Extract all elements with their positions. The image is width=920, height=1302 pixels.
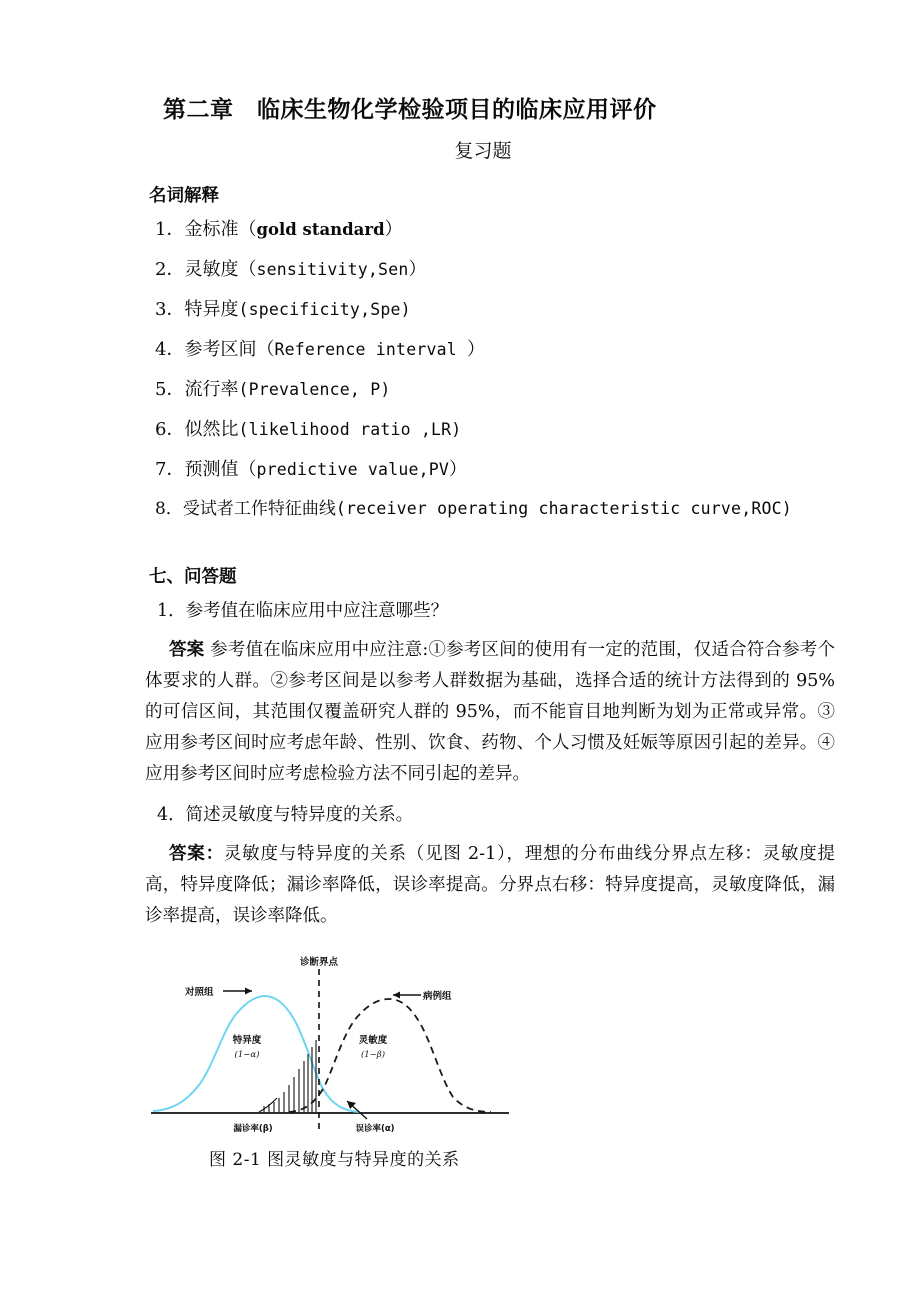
glossary-item-term: 参考区间	[184, 339, 257, 361]
glossary-item-number: 5．	[155, 379, 185, 401]
glossary-item-number: 8．	[155, 499, 183, 520]
glossary-item-latin: Reference interval	[274, 340, 467, 360]
control-group-arrow-head	[245, 987, 252, 994]
qa-answer-body: 参考值在临床应用中应注意:①参考区间的使用有一定的范围，仅适合符合参考个体要求的人群。②参考区间是以参考人群数据为基础，选择合适的统计方法得到的 95%的可信区间，其范围仅覆盖研究人群的 95%，而不能盲目地判断为划为正常或异常。③应用参考区间时应考虑年龄、性别、饮食、药物、个人习惯及妊娠等原因引起的差异。④应用参考区间时应考虑检验方法不同引起的差异。	[145, 639, 835, 785]
glossary-item-term: 似然比	[184, 419, 239, 441]
glossary-item	[145, 421, 835, 439]
glossary-paren-close: ）	[449, 459, 467, 481]
glossary-paren-close: )	[781, 499, 792, 519]
glossary-paren-open: (	[238, 380, 249, 400]
glossary-paren-close: ）	[467, 339, 485, 361]
glossary-item-latin: Prevalence, P	[248, 380, 381, 400]
glossary-item-number: 4．	[155, 339, 185, 361]
glossary-item-number: 1．	[155, 219, 185, 241]
glossary-item-latin: likelihood ratio ,LR	[248, 420, 452, 440]
glossary-item	[145, 381, 835, 399]
document-subtitle: 复习题	[454, 139, 512, 162]
glossary-item-number: 6．	[155, 419, 185, 441]
missed-rate-label: 漏诊率(β)	[233, 1123, 273, 1134]
qa-answer	[145, 635, 835, 791]
glossary-item-term: 灵敏度	[184, 259, 239, 281]
glossary-item-number: 7．	[155, 459, 185, 481]
sensitivity-formula: (1−β)	[360, 1049, 386, 1060]
specificity-label: 特异度	[232, 1034, 262, 1046]
glossary-item-latin: predictive value,PV	[256, 460, 449, 480]
figure-graphic	[147, 951, 515, 1141]
glossary-item-number: 3．	[155, 299, 185, 321]
document-content	[145, 96, 835, 1170]
figure-caption: 图 2-1 图灵敏度与特异度的关系	[209, 1149, 460, 1170]
case-group-label: 病例组	[423, 990, 452, 1002]
glossary-paren-close: )	[451, 420, 462, 440]
glossary-item	[145, 461, 835, 479]
glossary-item	[145, 221, 835, 239]
qa-question: 1．参考值在临床应用中应注意哪些？	[157, 600, 449, 621]
distribution-curves-svg	[147, 951, 515, 1141]
figure-sensitivity-specificity	[145, 951, 835, 1170]
glossary-paren-open: （	[238, 219, 257, 241]
glossary-paren-close: ）	[384, 219, 403, 241]
glossary-item	[145, 301, 835, 319]
qa-list	[145, 600, 835, 933]
qa-heading: 七、问答题	[149, 567, 237, 588]
glossary-paren-open: （	[238, 459, 257, 481]
glossary-item	[145, 341, 835, 359]
qa-answer-lead: 答案：	[169, 844, 224, 865]
glossary-item-latin: receiver operating characteristic curve,ROC	[345, 499, 782, 519]
glossary-paren-open: （	[256, 339, 275, 361]
glossary-item-term: 流行率	[184, 379, 239, 401]
cutoff-label: 诊断界点	[299, 956, 339, 968]
glossary-list	[145, 221, 835, 518]
glossary-paren-open: (	[238, 420, 249, 440]
glossary-paren-open: (	[238, 300, 249, 320]
glossary-item-latin: sensitivity,Sen	[256, 260, 409, 280]
glossary-paren-open: (	[335, 499, 346, 519]
qa-answer-lead: 答案	[169, 639, 205, 660]
glossary-item-term: 受试者工作特征曲线	[182, 499, 336, 520]
glossary-paren-close: )	[380, 380, 391, 400]
qa-answer	[145, 839, 835, 932]
case-group-arrow-head	[393, 991, 400, 998]
glossary-item-term: 预测值	[184, 459, 239, 481]
page-title: 第二章 临床生物化学检验项目的临床应用评价	[163, 96, 657, 123]
glossary-item-term: 金标准	[184, 219, 239, 241]
glossary-heading: 名词解释	[149, 186, 219, 207]
qa-answer-body: 灵敏度与特异度的关系（见图 2-1），理想的分布曲线分界点左移：灵敏度提高，特异度降低；漏诊率降低，误诊率提高。分界点右移：特异度提高，灵敏度降低，漏诊率提高，误诊率降低。	[145, 844, 835, 927]
sensitivity-label: 灵敏度	[358, 1034, 388, 1046]
glossary-item-latin: gold standard	[256, 220, 385, 240]
glossary-item-number: 2．	[155, 259, 185, 281]
glossary-item-latin: specificity,Spe	[248, 300, 401, 320]
specificity-formula: (1−α)	[234, 1049, 260, 1060]
glossary-paren-close: ）	[408, 259, 427, 281]
qa-entry	[145, 804, 835, 932]
glossary-paren-open: （	[238, 259, 257, 281]
glossary-item-term: 特异度	[184, 299, 239, 321]
qa-question: 4．简述灵敏度与特异度的关系。	[157, 805, 414, 826]
glossary-item	[145, 501, 835, 518]
false-rate-label: 误诊率(α)	[355, 1123, 395, 1134]
glossary-item	[145, 261, 835, 279]
qa-entry	[145, 600, 835, 790]
glossary-paren-close: )	[400, 300, 411, 320]
control-group-label: 对照组	[185, 986, 214, 998]
